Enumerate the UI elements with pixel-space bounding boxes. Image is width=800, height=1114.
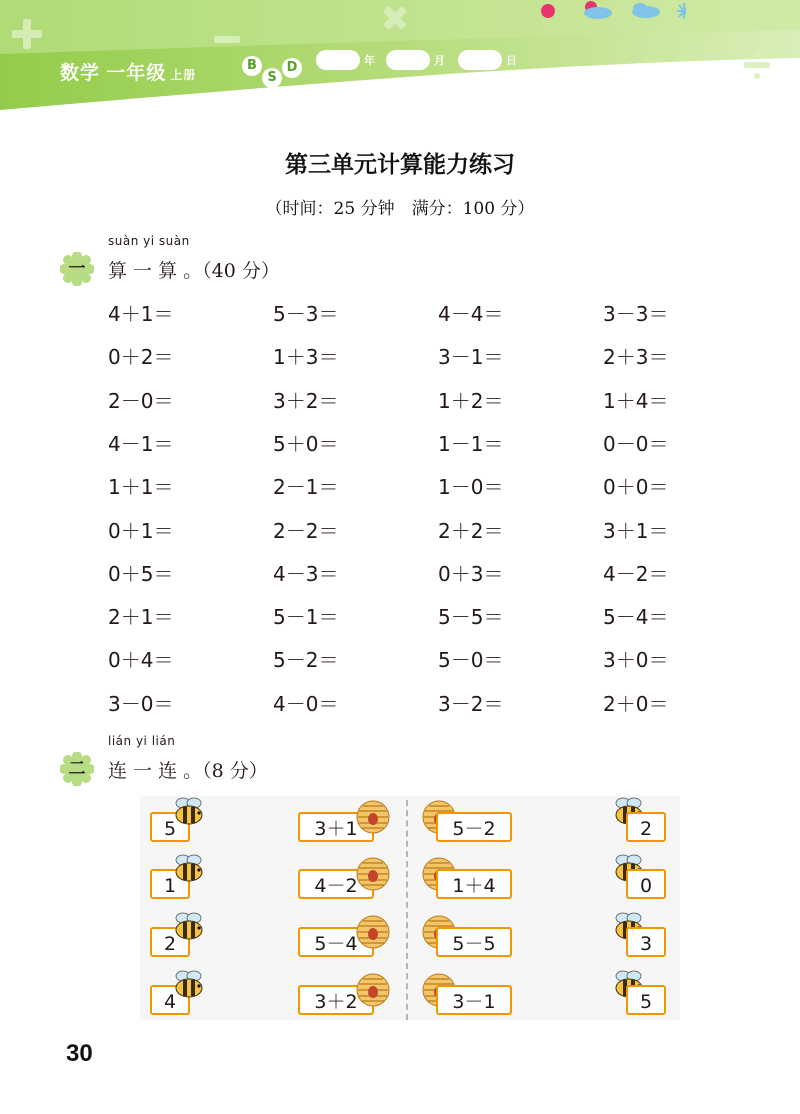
exercise-item[interactable]: 2＋2＝	[438, 518, 504, 543]
section-2-pinyin: lián yi lián	[108, 734, 176, 748]
left-number-box[interactable]: 4	[150, 985, 190, 1015]
exercise-item[interactable]: 2＋0＝	[603, 691, 669, 716]
partly-cloudy-icon[interactable]	[584, 1, 612, 19]
header-subject-grade: 数学 一年级	[60, 63, 167, 84]
exercise-item[interactable]: 2＋1＝	[108, 605, 174, 630]
exercise-item[interactable]: 3－0＝	[108, 691, 174, 716]
exercise-item[interactable]: 5＋0＝	[273, 431, 339, 456]
left-number-box[interactable]: 2	[150, 927, 190, 957]
page-subtitle: （时间：25 分钟 满分：100 分）	[265, 199, 535, 219]
bee-icon	[172, 911, 206, 941]
exercise-item[interactable]: 2－1＝	[273, 475, 339, 500]
page-header	[0, 0, 800, 112]
exercise-item[interactable]: 4－1＝	[108, 431, 174, 456]
edition-logo	[242, 54, 304, 90]
matching-area	[140, 796, 680, 1020]
sunny-icon[interactable]	[541, 4, 555, 18]
right-expression-box[interactable]: 1＋4	[436, 869, 512, 899]
left-expression-box[interactable]: 3＋1	[298, 812, 374, 842]
day-label: 日	[506, 54, 517, 67]
exercise-item[interactable]: 4－2＝	[603, 561, 669, 586]
exercise-item[interactable]: 4－3＝	[273, 561, 339, 586]
exercise-item[interactable]: 1＋3＝	[273, 345, 339, 370]
exercise-item[interactable]: 4＋1＝	[108, 302, 174, 326]
exercise-item[interactable]: 5－0＝	[438, 648, 504, 673]
beehive-icon	[356, 971, 390, 1007]
exercise-item[interactable]: 5－3＝	[273, 302, 339, 326]
right-number-box[interactable]: 0	[626, 869, 666, 899]
page-number: 30	[66, 1040, 93, 1067]
exercise-item[interactable]: 3＋1＝	[603, 518, 669, 543]
left-expression-box[interactable]: 3＋2	[298, 985, 374, 1015]
section-1-heading: 算 一 算 。（40 分）	[108, 260, 280, 282]
exercise-item[interactable]: 0＋0＝	[603, 475, 669, 500]
snow-icon[interactable]	[677, 3, 686, 19]
month-label: 月	[434, 54, 445, 67]
exercise-item[interactable]: 0－0＝	[603, 431, 669, 456]
right-number-box[interactable]: 2	[626, 812, 666, 842]
section-1-pinyin: suàn yi suàn	[108, 234, 190, 248]
exercise-item[interactable]: 0＋2＝	[108, 345, 174, 370]
beehive-icon	[356, 798, 390, 834]
exercise-item[interactable]: 5－2＝	[273, 648, 339, 673]
year-field[interactable]	[316, 50, 360, 70]
exercise-item[interactable]: 3－2＝	[438, 691, 504, 716]
edition-letter-b: B	[242, 56, 262, 76]
cloudy-icon[interactable]	[632, 3, 660, 18]
exercise-item[interactable]: 5－5＝	[438, 605, 504, 630]
year-label: 年	[364, 54, 375, 67]
bee-icon	[172, 853, 206, 883]
beehive-icon	[356, 855, 390, 891]
exercise-item[interactable]: 1＋4＝	[603, 388, 669, 413]
bee-icon	[172, 796, 206, 826]
left-expression-box[interactable]: 4－2	[298, 869, 374, 899]
exercise-item[interactable]: 1－1＝	[438, 431, 504, 456]
left-expression-box[interactable]: 5－4	[298, 927, 374, 957]
section-2-number: 二	[68, 759, 86, 779]
exercise-item[interactable]: 1＋1＝	[108, 475, 174, 500]
right-expression-box[interactable]: 3－1	[436, 985, 512, 1015]
page-title: 第三单元计算能力练习	[285, 152, 515, 178]
exercise-item[interactable]: 2＋3＝	[603, 345, 669, 370]
section-2-badge	[60, 752, 94, 786]
left-number-box[interactable]: 5	[150, 812, 190, 842]
exercise-item[interactable]: 3－1＝	[438, 345, 504, 370]
exercise-item[interactable]: 0＋1＝	[108, 518, 174, 543]
edition-letter-s: S	[262, 68, 282, 88]
exercise-item[interactable]: 4－0＝	[273, 691, 339, 716]
left-number-box[interactable]: 1	[150, 869, 190, 899]
exercise-item[interactable]: 4－4＝	[438, 302, 504, 326]
exercise-item[interactable]: 5－1＝	[273, 605, 339, 630]
month-field[interactable]	[386, 50, 430, 70]
exercise-item[interactable]: 0＋3＝	[438, 561, 504, 586]
edition-letter-d: D	[282, 58, 302, 78]
exercise-item[interactable]: 0＋5＝	[108, 561, 174, 586]
exercise-item[interactable]: 1＋2＝	[438, 388, 504, 413]
header-volume: 上册	[170, 68, 197, 82]
matching-divider	[406, 800, 408, 1020]
exercise-item[interactable]: 3＋0＝	[603, 648, 669, 673]
header-title	[60, 58, 196, 85]
exercise-item[interactable]: 2－0＝	[108, 388, 174, 413]
section-1-badge	[60, 252, 94, 286]
exercise-item[interactable]: 3＋2＝	[273, 388, 339, 413]
section-2-heading: 连 一 连 。（8 分）	[108, 760, 268, 782]
right-number-box[interactable]: 3	[626, 927, 666, 957]
right-expression-box[interactable]: 5－5	[436, 927, 512, 957]
right-number-box[interactable]: 5	[626, 985, 666, 1015]
exercise-item[interactable]: 0＋4＝	[108, 648, 174, 673]
weather-icons	[536, 0, 686, 30]
section-1-number: 一	[68, 259, 86, 279]
beehive-icon	[356, 913, 390, 949]
day-field[interactable]	[458, 50, 502, 70]
exercise-item[interactable]: 3－3＝	[603, 302, 669, 326]
exercise-item[interactable]: 2－2＝	[273, 518, 339, 543]
exercise-item[interactable]: 5－4＝	[603, 605, 669, 630]
right-expression-box[interactable]: 5－2	[436, 812, 512, 842]
exercise-item[interactable]: 1－0＝	[438, 475, 504, 500]
bee-icon	[172, 969, 206, 999]
